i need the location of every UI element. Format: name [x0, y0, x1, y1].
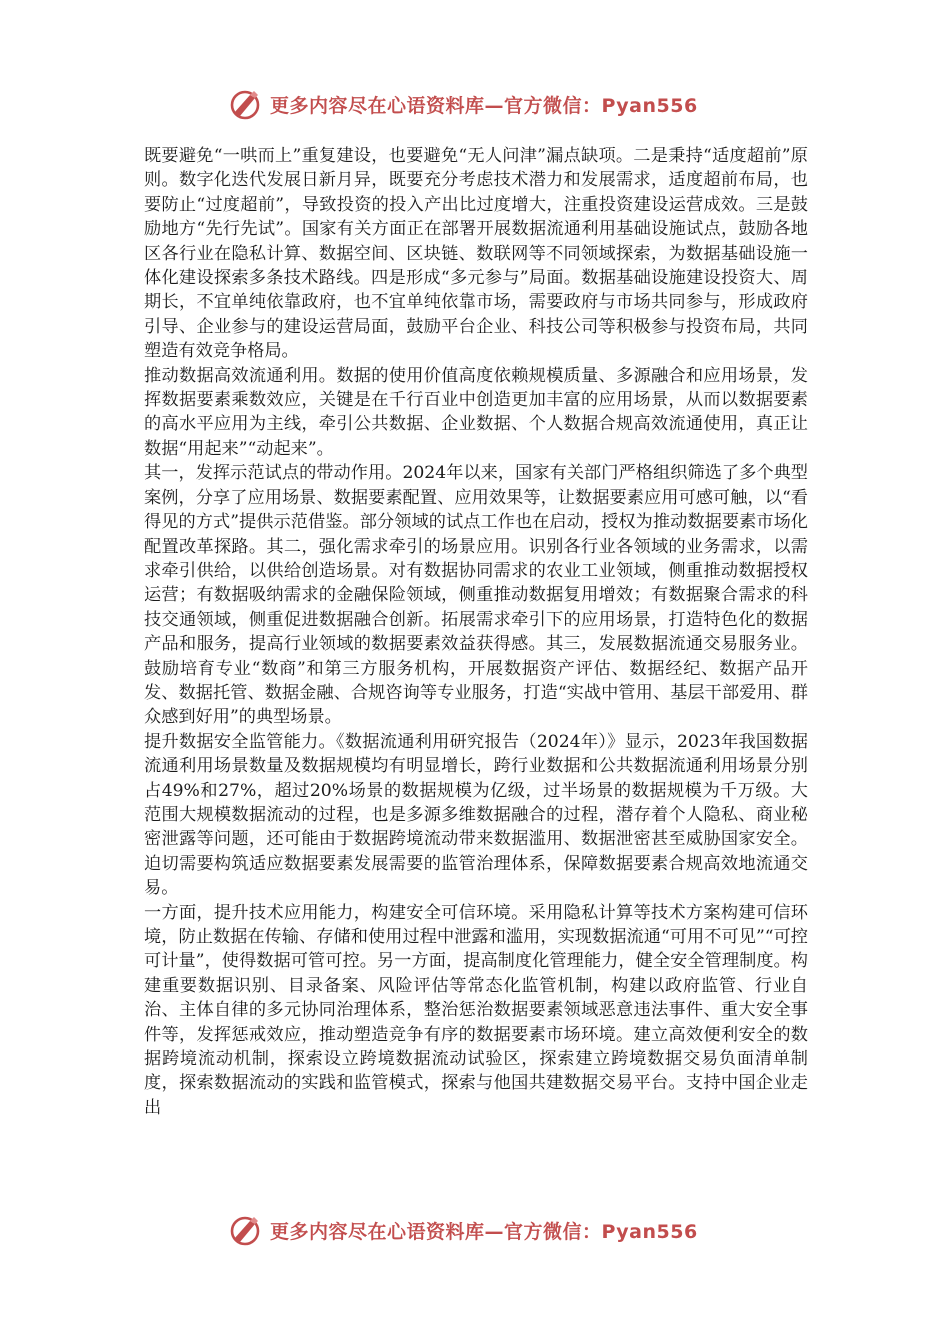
paragraph: 其一，发挥示范试点的带动作用。2024年以来，国家有关部门严格组织筛选了多个典型案例，分享了应用场景、数据要素配置、应用效果等，让数据要素应用可感可触，以“看得见的方式”提供示范借鉴。部分领域的试点工作也在启动，授权为推动数据要素市场化配置改革探路。其二，强化需求牵引的场景应用。识别各行业各领域的业务需求，以需求牵引供给，以供给创造场景。对有数据协同需求的农业工业领域，侧重推动数据授权运营；有数据吸纳需求的金融保险领域，侧重推动数据复用增效；有数据聚合需求的科技交通领域，侧重促进数据融合创新。拓展需求牵引下的应用场景，打造特色化的数据产品和服务，提高行业领域的数据要素效益获得感。其三，发展数据流通交易服务业。鼓励培育专业“数商”和第三方服务机构，开展数据资产评估、数据经纪、数据产品开发、数据托管、数据金融、合规咨询等专业服务，打造“实战中管用、基层干部爱用、群众感到好用”的典型场景。 — [144, 463, 808, 728]
paragraph: 既要避免“一哄而上”重复建设，也要避免“无人问津”漏点缺项。二是秉持“适度超前”原则。数字化迭代发展日新月异，既要充分考虑技术潜力和发展需求，适度超前布局，也要防止“过度超前”，导致投资的投入产出比过度增大，注重投资建设运营成效。三是鼓励地方“先行先试”。国家有关方面正在部署开展数据流通利用基础设施试点，鼓励各地区各行业在隐私计算、数据空间、区块链、数联网等不同领域探索，为数据基础设施一体化建设探索多条技术路线。四是形成“多元参与”局面。数据基础设施建设投资大、周期长，不宜单纯依靠政府，也不宜单纯依靠市场，需要政府与市场共同参与，形成政府引导、企业参与的建设运营局面，鼓励平台企业、科技公司等积极参与投资布局，共同塑造有效竞争格局。 — [144, 146, 808, 362]
header-banner-text: 更多内容尽在心语资料库—官方微信：Pyan556 — [270, 94, 698, 117]
pen-nib-logo-icon — [228, 87, 262, 121]
document-body — [144, 144, 808, 1120]
paragraph: 提升数据安全监管能力。《数据流通利用研究报告（2024年）》显示，2023年我国数据流通利用场景数量及数据规模均有明显增长，跨行业数据和公共数据流通利用场景分别占49%和27%，超过20%场景的数据规模为亿级，过半场景的数据规模为千万级。大范围大规模数据流动的过程，也是多源多维数据融合的过程，潜存着个人隐私、商业秘密泄露等问题，还可能由于数据跨境流动带来数据滥用、数据泄密甚至威胁国家安全。迫切需要构筑适应数据要素发展需要的监管治理体系，保障数据要素合规高效地流通交易。 — [144, 731, 808, 899]
footer-banner-text: 更多内容尽在心语资料库—官方微信：Pyan556 — [270, 1220, 698, 1243]
paragraph: 一方面，提升技术应用能力，构建安全可信环境。采用隐私计算等技术方案构建可信环境，防止数据在传输、存储和使用过程中泄露和滥用，实现数据流通“可用不可见”“可控可计量”，使得数据可管可控。另一方面，提高制度化管理能力，健全安全管理制度。构建重要数据识别、目录备案、风险评估等常态化监管机制，构建以政府监管、行业自治、主体自律的多元协同治理体系，整治惩治数据要素领域恶意违法事件、重大安全事件等，发挥惩戒效应，推动塑造竞争有序的数据要素市场环境。建立高效便利安全的数据跨境流动机制，探索设立跨境数据流动试验区，探索建立跨境数据交易负面清单制度，探索数据流动的实践和监管模式，探索与他国共建数据交易平台。支持中国企业走出 — [144, 902, 808, 1118]
header-banner — [228, 84, 698, 124]
footer-banner — [228, 1210, 698, 1250]
paragraph: 推动数据高效流通利用。数据的使用价值高度依赖规模质量、多源融合和应用场景，发挥数据要素乘数效应，关键是在千行百业中创造更加丰富的应用场景，从而以数据要素的高水平应用为主线，牵引公共数据、企业数据、个人数据合规高效流通使用，真正让数据“用起来”“动起来”。 — [144, 365, 808, 459]
pen-nib-logo-icon — [228, 1213, 262, 1247]
